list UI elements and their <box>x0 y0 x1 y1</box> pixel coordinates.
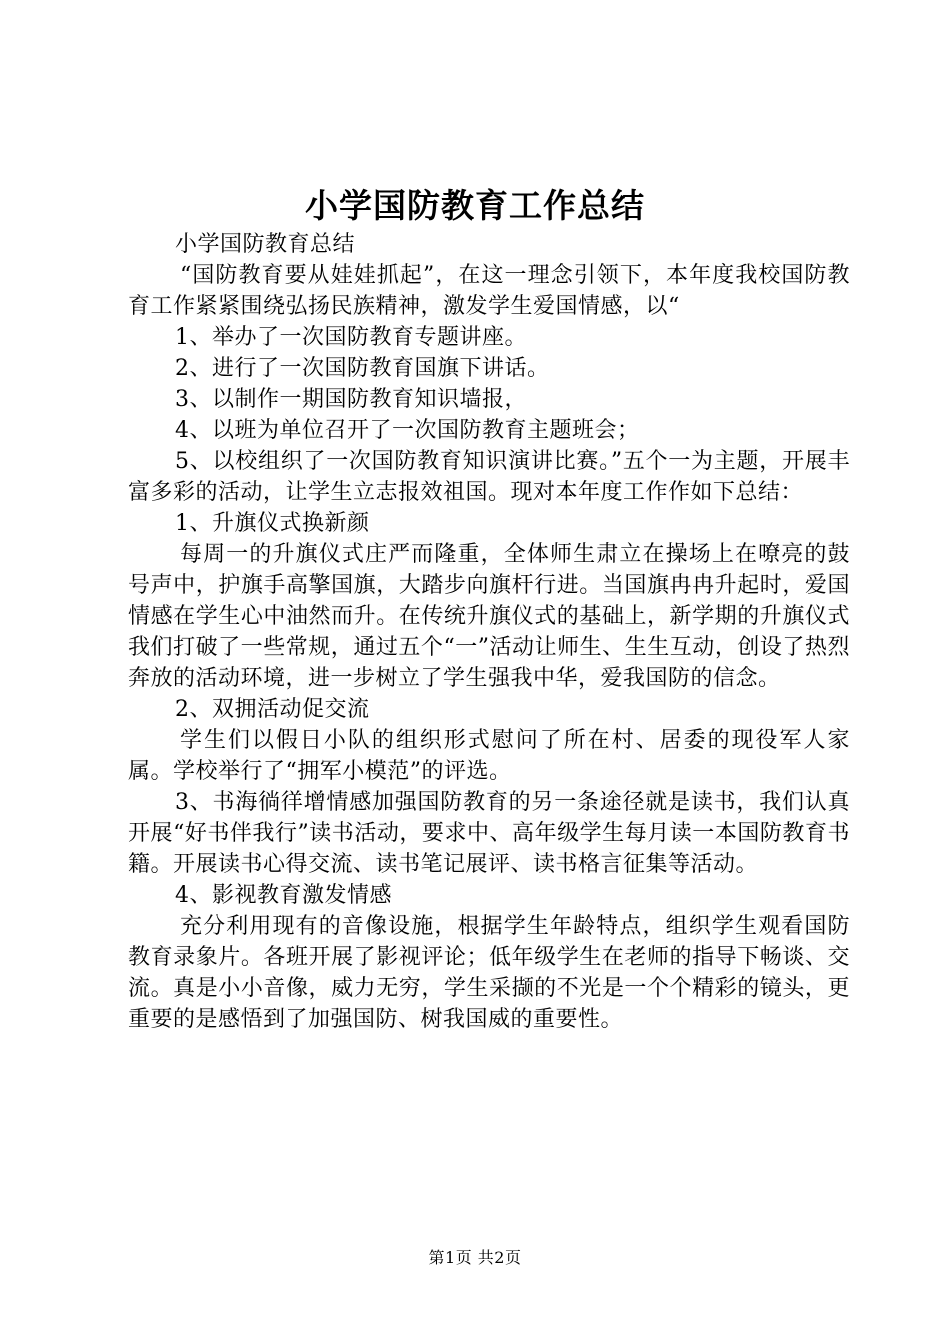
paragraph: 小学国防教育总结 <box>175 232 356 257</box>
section-heading: 1、升旗仪式换新颜 <box>175 511 370 536</box>
paragraph: 每周一的升旗仪式庄严而隆重，全体师生肃立在操场上在嘹亮的鼓号声中，护旗手高擎国旗，大踏步向旗杆行进。当国旗冉冉升起时，爱国情感在学生心中油然而升。在传统升旗仪式的基础上，新学期的升旗仪式我们打破了一些常规，通过五个“一”活动让师生、生生互动，创设了热烈奔放的活动环境，进一步树立了学生强我中华，爱我国防的信念。 <box>128 542 850 691</box>
paragraph: 学生们以假日小队的组织形式慰问了所在村、居委的现役军人家属。学校举行了“拥军小模范”的评选。 <box>128 728 850 784</box>
document-body <box>128 229 850 1035</box>
paragraph: 充分利用现有的音像设施，根据学生年龄特点，组织学生观看国防教育录象片。各班开展了影视评论；低年级学生在老师的指导下畅谈、交流。真是小小音像，威力无穷，学生采撷的不光是一个个精彩的镜头，更重要的是感悟到了加强国防、树我国威的重要性。 <box>128 914 850 1032</box>
paragraph: “国防教育要从娃娃抓起”，在这一理念引领下，本年度我校国防教育工作紧紧围绕弘扬民族精神，激发学生爱国情感，以“ <box>128 263 850 319</box>
page-footer: 第1页 共2页 <box>428 1248 522 1267</box>
document-title: 小学国防教育工作总结 <box>305 186 645 225</box>
section-heading: 2、双拥活动促交流 <box>175 697 370 722</box>
section-heading: 4、影视教育激发情感 <box>175 883 392 908</box>
paragraph: 2、进行了一次国防教育国旗下讲话。 <box>175 356 550 381</box>
paragraph: 5、以校组织了一次国防教育知识演讲比赛。”五个一为主题，开展丰富多彩的活动，让学生立志报效祖国。现对本年度工作作如下总结： <box>128 449 850 505</box>
paragraph: 1、举办了一次国防教育专题讲座。 <box>175 325 527 350</box>
paragraph: 3、书海徜徉增情感加强国防教育的另一条途径就是读书，我们认真开展“好书伴我行”读书活动，要求中、高年级学生每月读一本国防教育书籍。开展读书心得交流、读书笔记展评、读书格言征集等活动。 <box>128 790 850 877</box>
paragraph: 4、以班为单位召开了一次国防教育主题班会； <box>175 418 640 443</box>
paragraph: 3、以制作一期国防教育知识墙报， <box>175 387 527 412</box>
